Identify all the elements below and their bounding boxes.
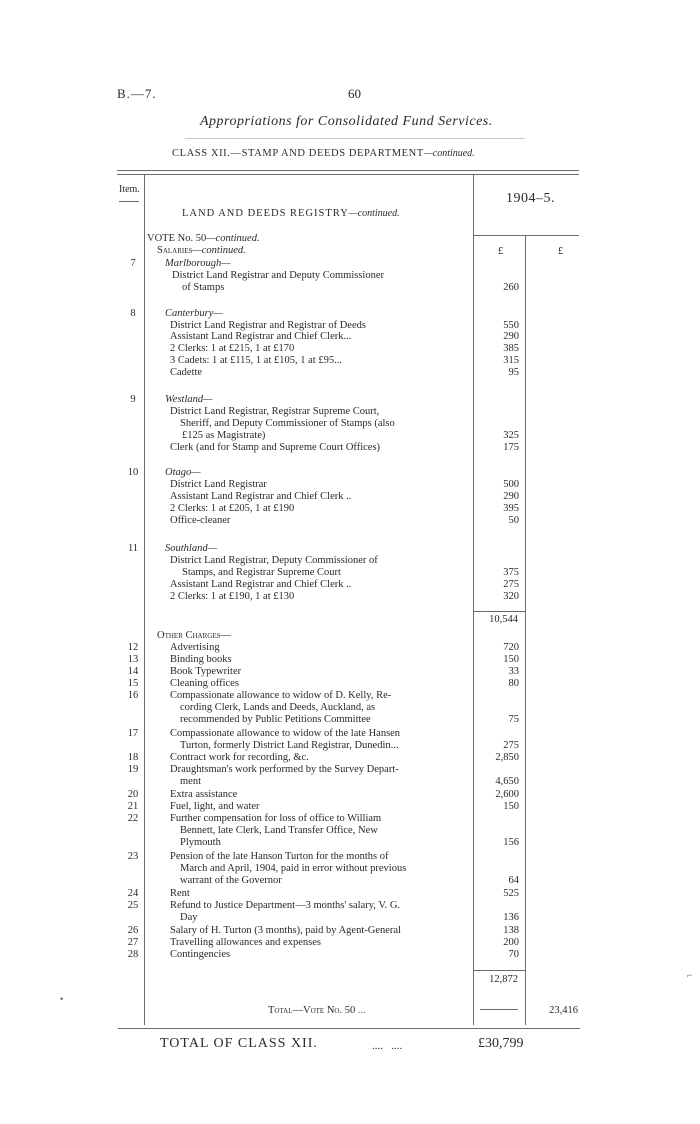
line-text: £125 as Magistrate) [182,430,266,441]
item-number: 11 [127,543,139,554]
line-text: Southland— [165,543,217,554]
line-text: Otago— [165,467,201,478]
line-amount: 156 [503,837,519,848]
line-amount: 95 [508,367,519,378]
line-amount: 325 [503,430,519,441]
vote-total-label [268,1005,366,1016]
item-number: 22 [127,813,139,824]
line-text: Contract work for recording, &c. [170,752,309,763]
item-header-rule [119,201,139,202]
line-text: 3 Cadets: 1 at £115, 1 at £105, 1 at £95... [170,355,342,366]
line-amount: 12,872 [489,974,518,985]
line-amount: 290 [503,331,519,342]
line-amount: 275 [503,579,519,590]
line-text: 2 Clerks: 1 at £205, 1 at £190 [170,503,295,514]
item-number: 28 [127,949,139,960]
item-number: 27 [127,937,139,948]
line-amount: 64 [508,875,519,886]
line-text: Compassionate allowance to widow of D. Kelly, Re- [170,690,392,701]
line-text: warrant of the Governor [180,875,282,886]
table-bottom-rule [118,1028,580,1029]
year-header-rule [473,235,579,236]
vote-total-amount: 23,416 [549,1005,578,1016]
item-number: 7 [130,258,136,269]
line-amount: 500 [503,479,519,490]
line-text: District Land Registrar, Registrar Supreme Court, [170,406,380,417]
line-amount: 275 [503,740,519,751]
line-text: Assistant Land Registrar and Chief Clerk .. [170,579,352,590]
table-top-rule [117,170,579,171]
item-number: 21 [127,801,139,812]
title-rule [185,138,525,139]
class-heading-text: CLASS XII.—STAMP AND DEEDS DEPARTMENT [172,148,424,159]
vote-heading [147,233,260,244]
page-title: Appropriations for Consolidated Fund Services. [200,114,493,129]
line-text: District Land Registrar and Deputy Commissioner [172,270,385,281]
charges-subtotal-rule [473,970,526,971]
item-column-header: Item. [119,184,140,195]
class-heading [172,148,475,159]
line-amount: 150 [503,654,519,665]
line-text: cording Clerk, Lands and Deeds, Auckland, as [180,702,376,713]
item-number: 18 [127,752,139,763]
line-amount: 200 [503,937,519,948]
class-heading-suffix: —continued. [423,148,475,159]
line-text: Plymouth [180,837,221,848]
line-text: 2 Clerks: 1 at £190, 1 at £130 [170,591,295,602]
section-title-text: LAND AND DEEDS REGISTRY [182,208,349,219]
line-amount: 385 [503,343,519,354]
line-amount: 150 [503,801,519,812]
line-text: Day [180,912,198,923]
line-amount: 720 [503,642,519,653]
item-number: 13 [127,654,139,665]
line-text: Cleaning offices [170,678,239,689]
currency-column-b: £ [558,246,564,257]
line-amount: 375 [503,567,519,578]
line-text: Westland— [165,394,213,405]
salaries-suffix: —continued. [192,245,246,256]
item-number: 20 [127,789,139,800]
section-title-suffix: —continued. [348,208,400,219]
line-text: Office-cleaner [170,515,231,526]
line-amount: 33 [508,666,519,677]
item-number: 9 [130,394,136,405]
salaries-heading [157,245,246,256]
line-amount: 50 [508,515,519,526]
line-text: March and April, 1904, paid in error without previous [180,863,407,874]
item-number: 12 [127,642,139,653]
salaries-label: Salaries [157,245,193,256]
item-number: 8 [130,308,136,319]
line-text: Salary of H. Turton (3 months), paid by Agent-General [170,925,401,936]
page-number: 60 [348,86,361,101]
line-amount: 320 [503,591,519,602]
line-text: of Stamps [182,282,225,293]
line-text: Draughtsman's work performed by the Survey Depart- [170,764,399,775]
line-text: Advertising [170,642,220,653]
line-amount: 75 [508,714,519,725]
line-text: Assistant Land Registrar and Chief Clerk .. [170,491,352,502]
year-column-header: 1904–5. [506,191,555,206]
salaries-subtotal-rule [473,611,526,612]
line-text: Contingencies [170,949,231,960]
item-number: 23 [127,851,139,862]
vote-suffix: —continued. [206,233,260,244]
line-text: Clerk (and for Stamp and Supreme Court Offices) [170,442,381,453]
line-amount: 315 [503,355,519,366]
line-text: Compassionate allowance to widow of the late Hansen [170,728,401,739]
margin-dot: • [60,994,64,1004]
section-title [182,208,400,219]
line-text: Travelling allowances and expenses [170,937,321,948]
margin-mark: ⌐ [687,970,693,980]
line-text: recommended by Public Petitions Committee [180,714,371,725]
class-total-leader: .... .... [372,1040,403,1052]
line-text: Refund to Justice Department—3 months' salary, V. G. [170,900,401,911]
line-amount: 136 [503,912,519,923]
line-amount: 395 [503,503,519,514]
line-text: 2 Clerks: 1 at £215, 1 at £170 [170,343,295,354]
line-text: ment [180,776,201,787]
line-amount: 175 [503,442,519,453]
line-text: Stamps, and Registrar Supreme Court [182,567,341,578]
line-text: Marlborough— [165,258,231,269]
item-number: 16 [127,690,139,701]
line-text: Rent [170,888,190,899]
line-amount: 70 [508,949,519,960]
line-text: Bennett, late Clerk, Land Transfer Office, New [180,825,378,836]
line-text: Extra assistance [170,789,238,800]
line-text: Fuel, light, and water [170,801,260,812]
item-number: 25 [127,900,139,911]
line-text: Sheriff, and Deputy Commissioner of Stamps (also [180,418,395,429]
table-top-rule-2 [117,174,579,175]
currency-column-a: £ [498,246,504,257]
line-amount: 525 [503,888,519,899]
line-text: District Land Registrar [170,479,267,490]
line-text: Binding books [170,654,232,665]
item-number: 14 [127,666,139,677]
line-text: Further compensation for loss of office to William [170,813,382,824]
line-text: Book Typewriter [170,666,242,677]
line-text: Cadette [170,367,203,378]
item-number: 10 [127,467,139,478]
line-text: Other Charges— [157,630,231,641]
line-amount: 80 [508,678,519,689]
vote-total-leader: ... [357,1005,366,1016]
line-amount: 4,650 [495,776,519,787]
class-total-amount: £30,799 [478,1036,524,1051]
item-number: 24 [127,888,139,899]
line-amount: 138 [503,925,519,936]
item-number: 26 [127,925,139,936]
vote-label: VOTE No. 50 [147,233,207,244]
line-text: Assistant Land Registrar and Chief Clerk... [170,331,352,342]
line-amount: 2,850 [495,752,519,763]
line-text: District Land Registrar, Deputy Commissioner of [170,555,378,566]
line-amount: 550 [503,320,519,331]
line-amount: 290 [503,491,519,502]
document-reference: B.—7. [117,86,157,101]
column-divider-amount-a [473,175,474,1025]
item-number: 19 [127,764,139,775]
vote-total-text: Total—Vote No. 50 [268,1005,356,1016]
class-total-label: TOTAL OF CLASS XII. [160,1036,318,1051]
line-amount: 2,600 [495,789,519,800]
line-text: Pension of the late Hanson Turton for the months of [170,851,389,862]
line-amount: 260 [503,282,519,293]
column-divider-item [144,175,145,1025]
line-text: Turton, formerly District Land Registrar, Dunedin... [180,740,399,751]
vote-total-dash [480,1009,518,1010]
line-text: District Land Registrar and Registrar of Deeds [170,320,366,331]
item-number: 17 [127,728,139,739]
item-number: 15 [127,678,139,689]
line-text: Canterbury— [165,308,223,319]
column-divider-amount-b [525,235,526,1025]
line-amount: 10,544 [489,614,518,625]
